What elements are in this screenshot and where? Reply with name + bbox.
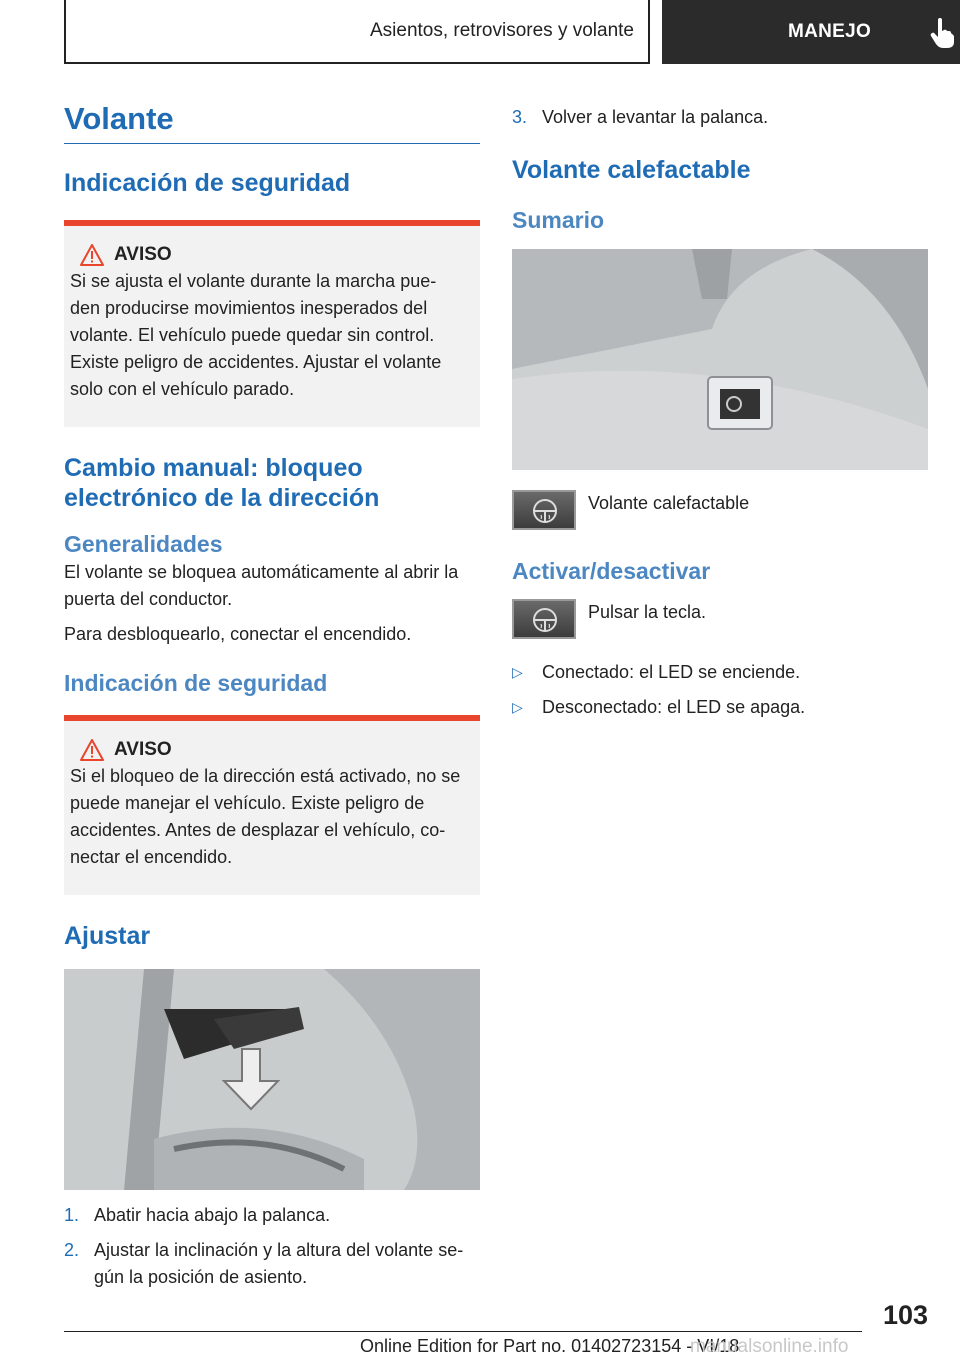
step-number: 1. — [64, 1205, 80, 1226]
steering-wheel-heat-icon — [532, 607, 558, 633]
adjust-steps-continued — [512, 104, 928, 131]
edition-note: Online Edition for Part no. 01402723154 - VI/18 — [360, 1336, 740, 1356]
list-item — [64, 1202, 480, 1229]
step-text: Ajustar la inclinación y la altura del volante se-gún la posición de asiento. — [94, 1240, 464, 1288]
list-item — [512, 694, 928, 721]
toggle-text: Pulsar la tecla. — [588, 602, 707, 623]
toggle-instruction-row — [512, 599, 928, 639]
heated-steering-button-icon — [512, 599, 576, 639]
heated-wheel-photo — [512, 249, 928, 470]
warning-title-row — [80, 739, 466, 761]
list-item — [512, 104, 928, 131]
safety-heading: Indicación de seguridad — [64, 169, 351, 198]
icon-caption: Volante calefactable — [588, 492, 750, 513]
step-text: Abatir hacia abajo la palanca. — [94, 1205, 331, 1226]
footer-divider — [64, 1331, 862, 1332]
running-header-section — [64, 0, 650, 64]
chapter-title: MANEJO — [788, 21, 872, 42]
steering-lever-illustration — [64, 969, 480, 1190]
warning-box-1 — [64, 220, 480, 427]
bullet-text: Desconectado: el LED se apaga. — [542, 697, 806, 718]
bullet-text: Conectado: el LED se enciende. — [542, 662, 801, 683]
list-item — [512, 659, 928, 686]
adjust-heading: Ajustar — [64, 922, 151, 951]
left-column — [64, 100, 480, 1291]
warning-label: AVISO — [114, 739, 172, 761]
adjust-steps — [64, 1202, 480, 1291]
warning-title-row — [80, 244, 466, 266]
manual-lock-heading: Cambio manual: bloqueo electrónico de la dirección — [64, 454, 380, 513]
general-text: El volante se bloquea automáticamente al abrir la puerta del conductor. — [64, 561, 459, 609]
steering-lever-photo — [64, 969, 480, 1190]
step-text: Volver a levantar la palanca. — [542, 107, 769, 127]
step-number: 2. — [64, 1240, 80, 1261]
warning-box-2 — [64, 715, 480, 895]
bullet-triangle-icon: ▷ — [512, 664, 523, 681]
step-number: 3. — [512, 107, 528, 127]
warning-text: Si el bloqueo de la dirección está activado, no se puede manejar el vehículo. Existe peligro de accidentes. Antes de desplazar el vehículo, co-nectar el encendido. — [70, 766, 461, 868]
hand-pointer-icon — [930, 18, 954, 48]
section-title: Asientos, retrovisores y volante — [369, 20, 634, 41]
bullet-triangle-icon: ▷ — [512, 699, 523, 716]
warning-triangle-icon — [80, 244, 104, 266]
page-number: 103 — [882, 1300, 928, 1330]
warning-triangle-icon — [80, 739, 104, 761]
general-heading: Generalidades — [64, 531, 223, 558]
right-column — [512, 100, 928, 729]
watermark-text: manualsonline.info — [690, 1336, 849, 1357]
list-item — [64, 1237, 480, 1291]
chapter-tab — [662, 0, 960, 64]
led-status-list — [512, 659, 928, 721]
unlock-text: Para desbloquearlo, conectar el encendido. — [64, 623, 412, 644]
safety-subheading: Indicación de seguridad — [64, 669, 328, 696]
icon-legend-row — [512, 490, 928, 530]
heated-wheel-heading: Volante calefactable — [512, 156, 751, 184]
steering-wheel-heat-icon — [532, 498, 558, 524]
heated-steering-button-icon — [512, 490, 576, 530]
overview-heading: Sumario — [512, 207, 605, 233]
toggle-heading: Activar/desactivar — [512, 557, 711, 584]
heated-wheel-illustration — [512, 249, 928, 470]
warning-label: AVISO — [114, 244, 172, 266]
warning-text: Si se ajusta el volante durante la marcha pue-den producirse movimientos inesperados del volante. El vehículo puede quedar sin control. Existe peligro de accidentes. Ajustar el volante solo con el vehículo parado. — [70, 271, 442, 400]
page-title: Volante — [64, 100, 480, 144]
